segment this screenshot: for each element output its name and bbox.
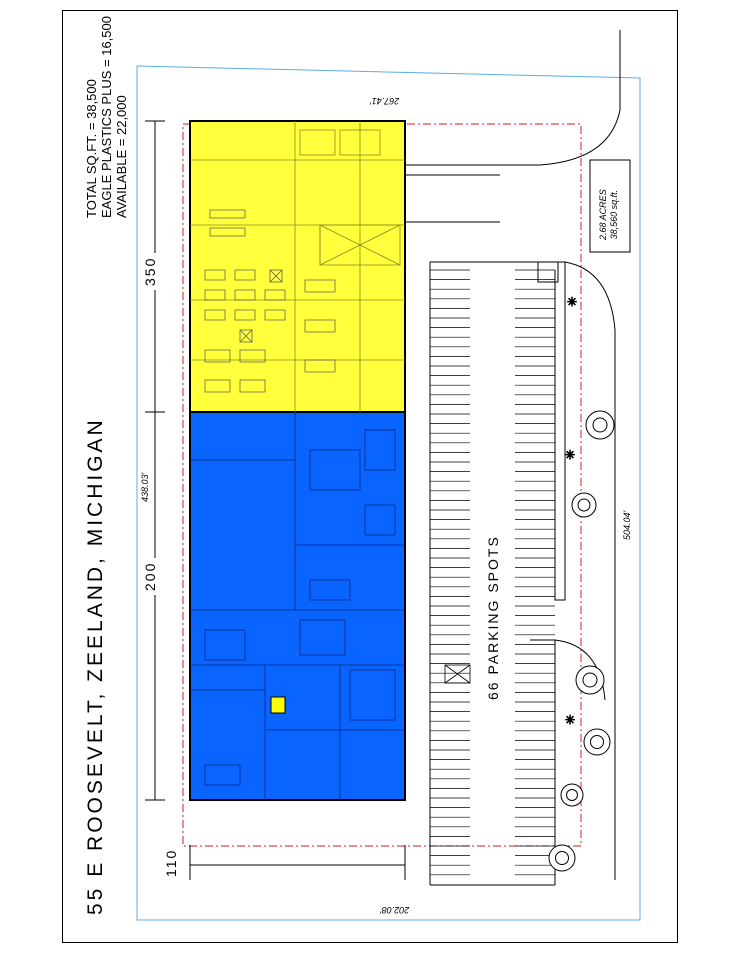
dimension-110: 110 bbox=[163, 846, 179, 880]
property-line-bottom: 202.08' bbox=[380, 905, 410, 915]
sqft-total: TOTAL SQ.FT. = 38,500 bbox=[84, 79, 99, 218]
page-title: 55 E ROOSEVELT, ZEELAND, MICHIGAN bbox=[84, 417, 107, 915]
sqft-eagle: EAGLE PLASTICS PLUS = 16,500 bbox=[99, 16, 114, 218]
property-line-top: 267.41' bbox=[370, 96, 400, 106]
tree-icon-inner bbox=[578, 499, 590, 511]
acreage-sqft: 38,560 sq.ft. bbox=[609, 189, 619, 240]
sqft-summary bbox=[84, 16, 129, 218]
yellow-marker-box bbox=[271, 697, 285, 713]
acreage-value: 2.68 ACRES bbox=[598, 189, 608, 240]
tree-icon-inner bbox=[591, 736, 604, 749]
tree-icon-inner bbox=[556, 852, 569, 865]
shrub-icon: ✳ bbox=[567, 295, 578, 309]
property-line-left: 438.03' bbox=[140, 472, 150, 502]
sqft-available: AVAILABLE = 22,000 bbox=[114, 95, 129, 218]
road-edge bbox=[405, 30, 620, 222]
shrub-icon: ✳ bbox=[565, 713, 576, 727]
tree-icon-inner bbox=[583, 673, 597, 687]
tree-icon-inner bbox=[567, 790, 578, 801]
tree-icon-inner bbox=[593, 418, 607, 432]
property-line-right: 504.04' bbox=[622, 510, 632, 540]
parking-lot bbox=[430, 262, 615, 885]
loading-marks bbox=[445, 665, 470, 683]
dimension-350: 350 bbox=[142, 253, 158, 290]
parking-label: 66 PARKING SPOTS bbox=[485, 535, 501, 700]
shrub-icon: ✳ bbox=[565, 448, 576, 462]
available-area bbox=[190, 121, 405, 412]
dimension-200: 200 bbox=[142, 558, 158, 595]
acreage-label bbox=[598, 189, 620, 240]
